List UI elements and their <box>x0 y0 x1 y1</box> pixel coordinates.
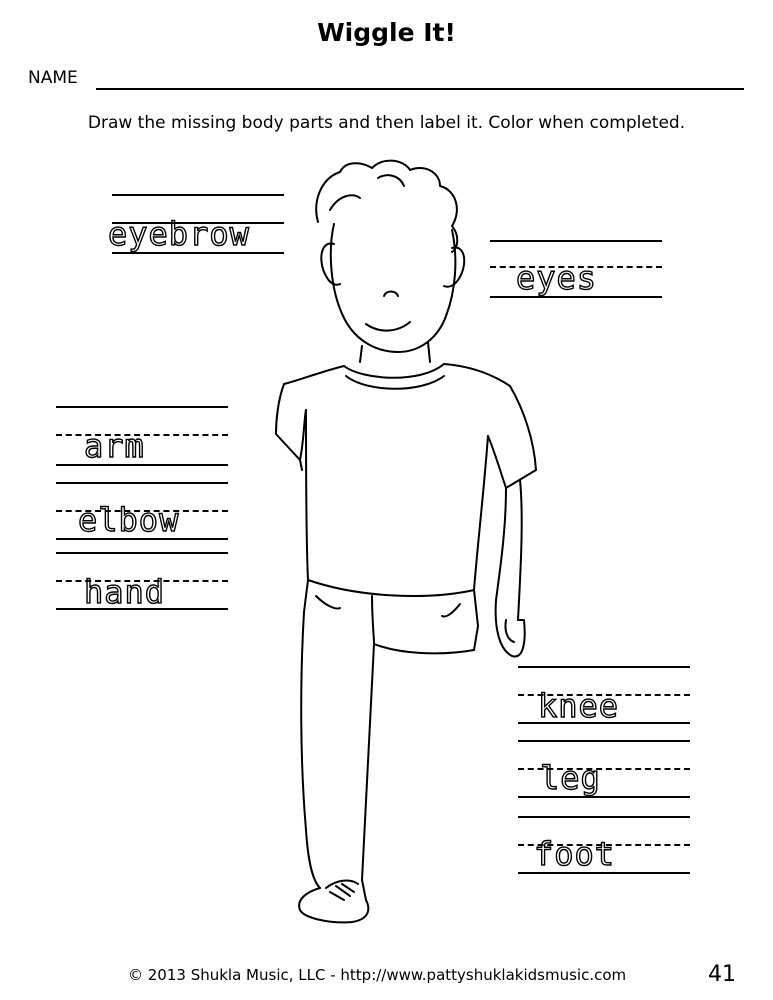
trace-word-leg: leg <box>540 759 601 797</box>
page-number: 41 <box>708 962 736 987</box>
trace-word-eyes: eyes <box>516 259 598 297</box>
name-label: NAME <box>28 68 78 88</box>
trace-word-knee: knee <box>538 687 620 725</box>
page-title: Wiggle It! <box>317 18 456 47</box>
trace-word-foot: foot <box>534 835 616 873</box>
trace-word-hand: hand <box>84 573 166 611</box>
trace-word-eyebrow: eyebrow <box>108 215 250 253</box>
trace-word-arm: arm <box>84 427 145 465</box>
instructions: Draw the missing body parts and then label it. Color when completed. <box>87 113 686 133</box>
trace-word-elbow: elbow <box>78 501 180 539</box>
footer-copyright: © 2013 Shukla Music, LLC - http://www.pattyshuklakidsmusic.com <box>128 966 627 984</box>
